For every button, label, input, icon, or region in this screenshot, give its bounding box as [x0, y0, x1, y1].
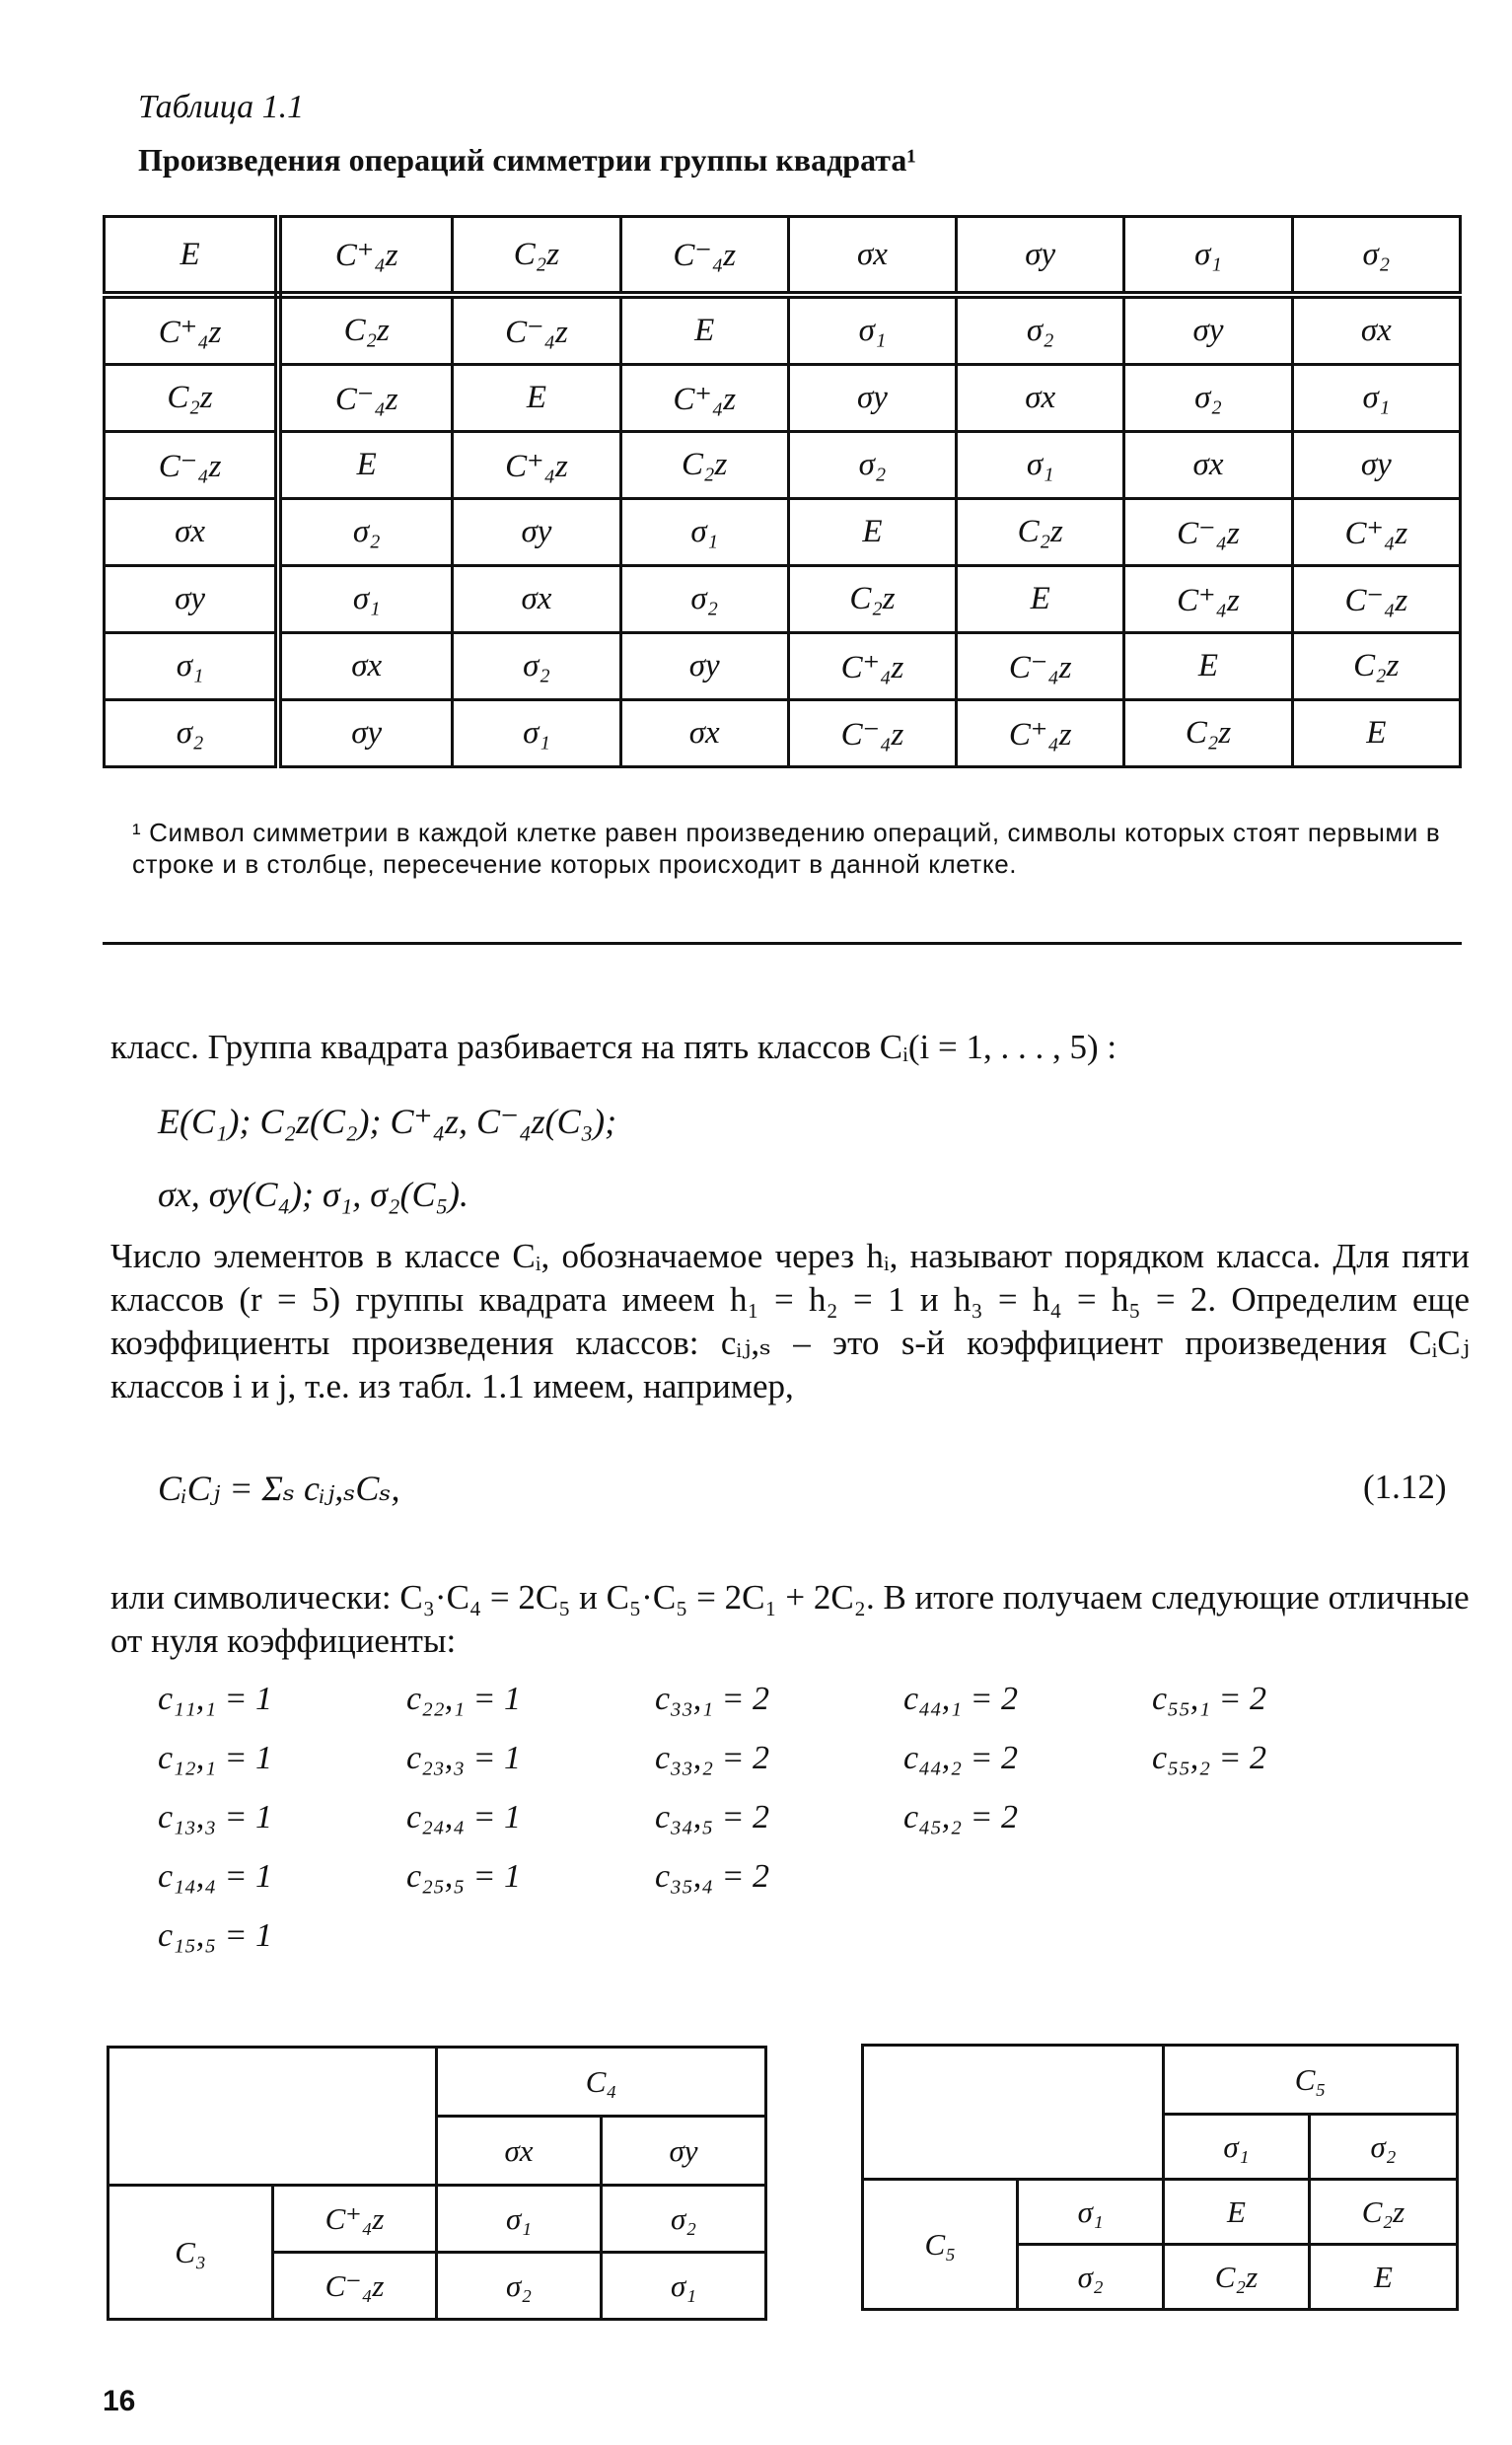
- table-cell: σ₂: [1124, 365, 1292, 432]
- coefficient-entry: c₁₄,₄ = 1: [158, 1858, 272, 1895]
- col-class-label: C₄: [437, 2048, 766, 2117]
- table-cell: σx: [278, 633, 453, 700]
- table-cell: C⁺₄z: [453, 432, 620, 499]
- table-cell: σy: [620, 633, 788, 700]
- table-cell: σ₁: [278, 566, 453, 633]
- row-header-cell: C⁻₄z: [105, 432, 279, 499]
- footnote-rule: [103, 942, 1462, 945]
- table-cell: C⁺₄z: [1124, 566, 1292, 633]
- class-order-paragraph: Число элементов в классе Cᵢ, обозначаемое через hᵢ, называют порядком класса. Для пяти классов (r = 5) группы квадрата имеем h₁ = h₂ = 1 и h₃ = h₄ = h₅ = 2. Определим еще коэффициенты произведения классов: cᵢⱼ,ₛ – это s-й коэффициент произведения CᵢCⱼ классов i и j, т.е. из табл. 1.1 имеем, например,: [110, 1237, 1470, 1405]
- table-cell: E: [1163, 2180, 1309, 2245]
- class-list-line-1: E(C₁); C₂z(C₂); C⁺₄z, C⁻₄z(C₃);: [158, 1102, 617, 1141]
- table-row: [105, 566, 1461, 633]
- col-class-label: C₅: [1163, 2046, 1457, 2115]
- table-cell: σ₂: [788, 432, 956, 499]
- row-header-cell: σ₁: [105, 633, 279, 700]
- table-cell: σ₂: [437, 2253, 602, 2320]
- row-header: σ₁: [1018, 2180, 1164, 2245]
- table-row: [105, 633, 1461, 700]
- table-cell: E: [1124, 633, 1292, 700]
- table-cell: σy: [453, 499, 620, 566]
- table-cell: σy: [1292, 432, 1460, 499]
- table-cell: σ₂: [957, 295, 1124, 365]
- table-cell: σ₁: [1292, 365, 1460, 432]
- coefficient-entry: c₅₅,₂ = 2: [1152, 1740, 1266, 1776]
- col-header: σ₂: [1309, 2115, 1457, 2180]
- coefficient-entry: c₂₂,₁ = 1: [406, 1681, 521, 1717]
- column-header-cell: σx: [788, 217, 956, 296]
- table-cell: σ₁: [601, 2253, 765, 2320]
- class-list-line-2: σx, σy(C₄); σ₁, σ₂(C₅).: [158, 1175, 468, 1214]
- coefficient-entry: c₃₃,₁ = 2: [655, 1681, 769, 1717]
- coefficient-entry: c₂₄,₄ = 1: [406, 1799, 521, 1835]
- coefficient-entry: c₃₄,₅ = 2: [655, 1799, 769, 1835]
- coefficient-entry: c₁₁,₁ = 1: [158, 1681, 272, 1717]
- class-table-c3-c4: [107, 2046, 767, 2321]
- table-cell: σ₁: [453, 700, 620, 767]
- table-cell: C₂z: [620, 432, 788, 499]
- table-cell: σ₁: [788, 295, 956, 365]
- table-cell: σx: [453, 566, 620, 633]
- table-cell: C⁻₄z: [957, 633, 1124, 700]
- table-cell: E: [788, 499, 956, 566]
- row-header-cell: σx: [105, 499, 279, 566]
- table-cell: C⁻₄z: [788, 700, 956, 767]
- table-cell: σ₂: [601, 2186, 765, 2253]
- table-cell: σy: [788, 365, 956, 432]
- table-cell: σy: [278, 700, 453, 767]
- table-cell: E: [278, 432, 453, 499]
- table-header-row: [105, 217, 1461, 296]
- column-header-cell: C⁺₄z: [278, 217, 453, 296]
- col-header: σx: [437, 2117, 602, 2186]
- table-caption-title: Произведения операций симметрии группы квадрата¹: [138, 142, 916, 178]
- coefficient-entry: c₄₅,₂ = 2: [903, 1799, 1018, 1835]
- table-cell: C⁺₄z: [1292, 499, 1460, 566]
- class-table-c5-c5: [861, 2044, 1459, 2311]
- table-cell: σx: [1124, 432, 1292, 499]
- row-header-cell: E: [105, 217, 279, 296]
- table-cell: σ₂: [620, 566, 788, 633]
- corner-cell: [863, 2046, 1164, 2180]
- coefficient-entry: c₃₅,₄ = 2: [655, 1858, 769, 1895]
- formula-1-12: CᵢCⱼ = Σₛ cᵢⱼ,ₛCₛ,: [158, 1469, 400, 1508]
- table-cell: C⁻₄z: [1292, 566, 1460, 633]
- table-row: [105, 499, 1461, 566]
- row-header: C⁺₄z: [273, 2186, 437, 2253]
- intro-paragraph: класс. Группа квадрата разбивается на пять классов Cᵢ(i = 1, . . . , 5) :: [110, 1028, 1117, 1066]
- symbolic-paragraph: или символически: C₃·C₄ = 2C₅ и C₅·C₅ = 2C₁ + 2C₂. В итоге получаем следующие отличные от нуля коэффициенты:: [110, 1578, 1470, 1660]
- coefficient-entry: c₁₂,₁ = 1: [158, 1740, 272, 1776]
- table-row: [105, 295, 1461, 365]
- coefficient-entry: c₃₃,₂ = 2: [655, 1740, 769, 1776]
- table-cell: C₂z: [278, 295, 453, 365]
- table-cell: C₂z: [1292, 633, 1460, 700]
- column-header-cell: σ₁: [1124, 217, 1292, 296]
- table-cell: E: [620, 295, 788, 365]
- table-caption-label: Таблица 1.1: [138, 89, 305, 125]
- coefficient-entry: c₁₅,₅ = 1: [158, 1917, 272, 1954]
- table-cell: E: [1309, 2245, 1457, 2310]
- col-header: σ₁: [1163, 2115, 1309, 2180]
- table-cell: E: [1292, 700, 1460, 767]
- row-class-label: C₃: [108, 2186, 273, 2320]
- table-row: [105, 365, 1461, 432]
- row-header-cell: C⁺₄z: [105, 295, 279, 365]
- table-cell: E: [957, 566, 1124, 633]
- table-cell: σy: [1124, 295, 1292, 365]
- column-header-cell: σ₂: [1292, 217, 1460, 296]
- table-cell: σx: [1292, 295, 1460, 365]
- table-cell: C⁻₄z: [278, 365, 453, 432]
- table-cell: C₂z: [788, 566, 956, 633]
- table-cell: σ₁: [957, 432, 1124, 499]
- table-row: [105, 700, 1461, 767]
- table-cell: C⁻₄z: [1124, 499, 1292, 566]
- coefficient-entry: c₅₅,₁ = 2: [1152, 1681, 1266, 1717]
- table-cell: C₂z: [1124, 700, 1292, 767]
- coefficient-entry: c₄₄,₁ = 2: [903, 1681, 1018, 1717]
- table-row: [105, 432, 1461, 499]
- page-number: 16: [103, 2385, 136, 2417]
- coefficient-entry: c₂₃,₃ = 1: [406, 1740, 521, 1776]
- table-cell: C⁻₄z: [453, 295, 620, 365]
- coefficient-entry: c₂₅,₅ = 1: [406, 1858, 521, 1895]
- table-cell: E: [453, 365, 620, 432]
- row-header: σ₂: [1018, 2245, 1164, 2310]
- table-cell: C₂z: [1309, 2180, 1457, 2245]
- column-header-cell: C₂z: [453, 217, 620, 296]
- coefficient-entry: c₁₃,₃ = 1: [158, 1799, 272, 1835]
- group-multiplication-table: [103, 215, 1462, 768]
- footnote: ¹ Символ симметрии в каждой клетке равен произведению операций, символы которых стоят первыми в строке и в столбце, пересечение которых происходит в данной клетке.: [132, 818, 1441, 879]
- column-header-cell: C⁻₄z: [620, 217, 788, 296]
- table-cell: σx: [620, 700, 788, 767]
- table-cell: C⁺₄z: [620, 365, 788, 432]
- row-header-cell: C₂z: [105, 365, 279, 432]
- equation-number: (1.12): [1363, 1468, 1447, 1506]
- row-class-label: C₅: [863, 2180, 1018, 2310]
- column-header-cell: σy: [957, 217, 1124, 296]
- row-header-cell: σy: [105, 566, 279, 633]
- table-cell: C⁺₄z: [957, 700, 1124, 767]
- row-header: C⁻₄z: [273, 2253, 437, 2320]
- coefficient-entry: c₄₄,₂ = 2: [903, 1740, 1018, 1776]
- table-cell: C₂z: [957, 499, 1124, 566]
- table-cell: σ₁: [437, 2186, 602, 2253]
- table-cell: C₂z: [1163, 2245, 1309, 2310]
- col-header: σy: [601, 2117, 765, 2186]
- table-cell: σ₂: [453, 633, 620, 700]
- table-cell: C⁺₄z: [788, 633, 956, 700]
- corner-cell: [108, 2048, 437, 2186]
- class-list: [158, 1085, 616, 1231]
- row-header-cell: σ₂: [105, 700, 279, 767]
- table-cell: σ₂: [278, 499, 453, 566]
- table-cell: σx: [957, 365, 1124, 432]
- table-cell: σ₁: [620, 499, 788, 566]
